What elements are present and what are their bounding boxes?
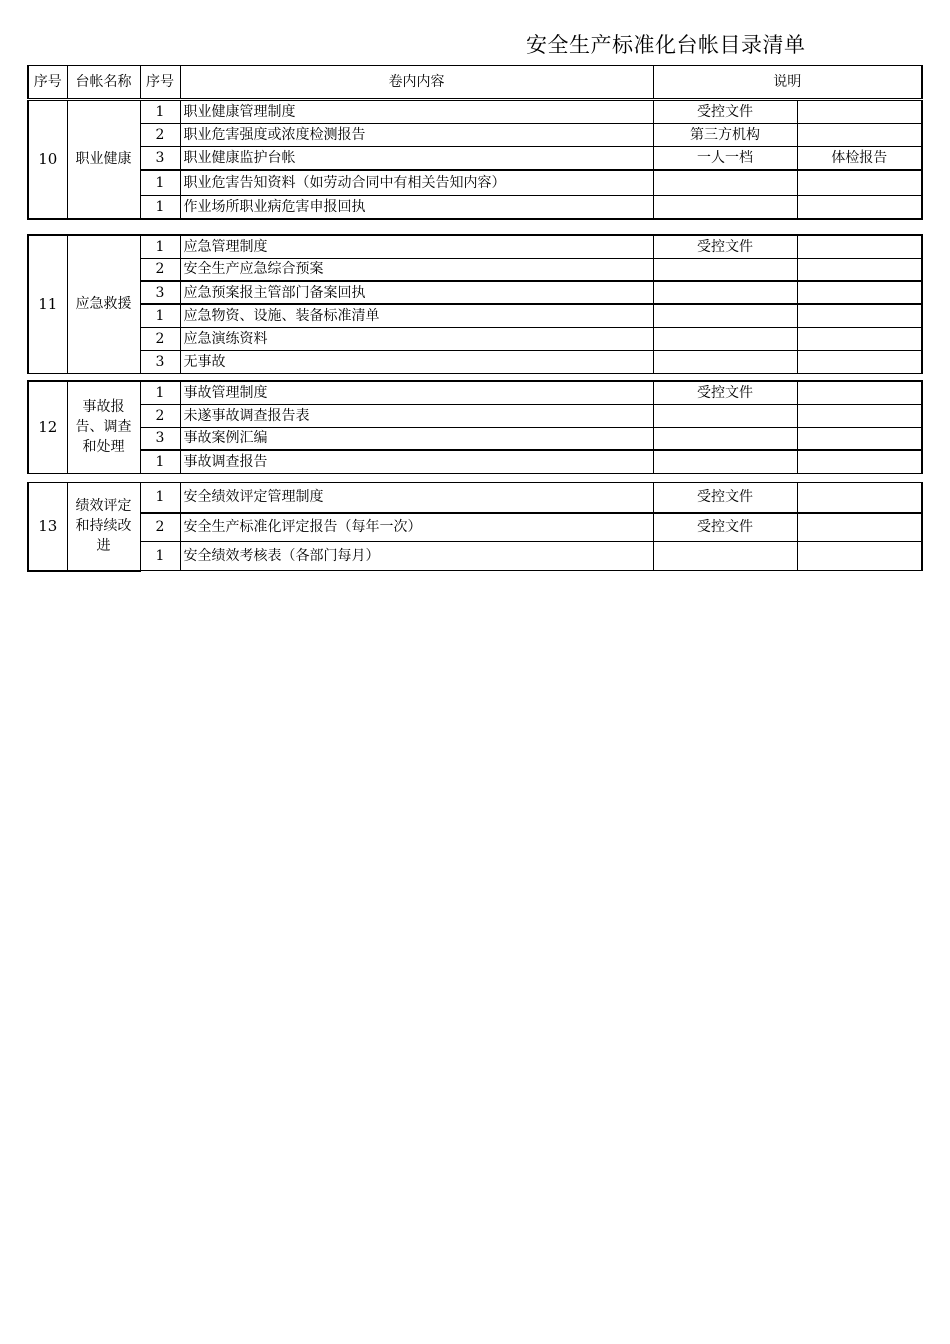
section-11-table xyxy=(27,234,923,374)
table-row xyxy=(28,327,922,350)
row-note: 一人一档 xyxy=(653,147,797,170)
section-seq: 12 xyxy=(28,381,67,473)
row-note-extra xyxy=(797,196,922,219)
section-12-table xyxy=(27,380,923,474)
row-note: 受控文件 xyxy=(653,101,797,124)
row-note-extra xyxy=(797,381,922,404)
row-seq: 2 xyxy=(140,124,180,147)
row-content: 职业危害强度或浓度检测报告 xyxy=(180,124,653,147)
row-seq: 1 xyxy=(140,542,180,571)
row-note-extra xyxy=(797,483,922,513)
row-note xyxy=(653,327,797,350)
row-content: 职业危害告知资料（如劳动合同中有相关告知内容） xyxy=(180,170,653,196)
table-row xyxy=(28,350,922,373)
row-content: 应急预案报主管部门备案回执 xyxy=(180,281,653,304)
section-name: 绩效评定和持续改进 xyxy=(67,483,140,571)
section-seq: 10 xyxy=(28,101,67,219)
row-note-extra xyxy=(797,327,922,350)
table-row xyxy=(28,281,922,304)
row-note-extra xyxy=(797,513,922,542)
row-note-extra xyxy=(797,124,922,147)
row-note xyxy=(653,281,797,304)
row-content: 未遂事故调查报告表 xyxy=(180,404,653,427)
row-note-extra xyxy=(797,427,922,450)
section-name: 事故报告、调查和处理 xyxy=(67,381,140,473)
row-content: 应急管理制度 xyxy=(180,235,653,258)
table-row xyxy=(28,170,922,196)
row-note-extra xyxy=(797,235,922,258)
section-name: 应急救援 xyxy=(67,235,140,373)
table-row xyxy=(28,124,922,147)
table-row xyxy=(28,258,922,281)
row-content: 应急物资、设施、装备标准清单 xyxy=(180,304,653,327)
table-row xyxy=(28,450,922,473)
table-row xyxy=(28,196,922,219)
row-note xyxy=(653,542,797,571)
table-row xyxy=(28,404,922,427)
row-seq: 2 xyxy=(140,327,180,350)
table-row xyxy=(28,381,922,404)
row-note: 受控文件 xyxy=(653,483,797,513)
row-content: 安全绩效评定管理制度 xyxy=(180,483,653,513)
row-seq: 1 xyxy=(140,170,180,196)
row-note: 受控文件 xyxy=(653,381,797,404)
row-content: 无事故 xyxy=(180,350,653,373)
section-seq: 13 xyxy=(28,483,67,571)
row-content: 职业健康管理制度 xyxy=(180,101,653,124)
table-row xyxy=(28,483,922,513)
row-note-extra xyxy=(797,542,922,571)
row-seq: 1 xyxy=(140,450,180,473)
header-sub-seq: 序号 xyxy=(140,66,180,99)
row-note: 第三方机构 xyxy=(653,124,797,147)
row-note-extra xyxy=(797,304,922,327)
table-row xyxy=(28,235,922,258)
row-note xyxy=(653,170,797,196)
section-name: 职业健康 xyxy=(67,101,140,219)
row-seq: 2 xyxy=(140,404,180,427)
table-row xyxy=(28,427,922,450)
section-seq: 11 xyxy=(28,235,67,373)
row-content: 事故案例汇编 xyxy=(180,427,653,450)
row-content: 安全生产应急综合预案 xyxy=(180,258,653,281)
row-note-extra xyxy=(797,404,922,427)
row-note: 受控文件 xyxy=(653,513,797,542)
table-row xyxy=(28,304,922,327)
header-table xyxy=(27,65,923,99)
section-10-table xyxy=(27,100,923,220)
row-seq: 3 xyxy=(140,350,180,373)
row-seq: 2 xyxy=(140,258,180,281)
header-note: 说明 xyxy=(653,66,922,99)
row-note-extra xyxy=(797,170,922,196)
row-content: 事故调查报告 xyxy=(180,450,653,473)
row-note-extra xyxy=(797,350,922,373)
header-seq: 序号 xyxy=(28,66,67,99)
row-note xyxy=(653,304,797,327)
row-note-extra: 体检报告 xyxy=(797,147,922,170)
row-note-extra xyxy=(797,281,922,304)
row-note xyxy=(653,196,797,219)
page-title: 安全生产标准化台帐目录清单 xyxy=(526,33,806,57)
row-note xyxy=(653,427,797,450)
row-seq: 1 xyxy=(140,196,180,219)
row-note xyxy=(653,350,797,373)
row-seq: 3 xyxy=(140,147,180,170)
table-row xyxy=(28,101,922,124)
row-seq: 1 xyxy=(140,304,180,327)
row-note-extra xyxy=(797,450,922,473)
header-content: 卷内内容 xyxy=(180,66,653,99)
header-row xyxy=(28,66,922,99)
section-13-table xyxy=(27,482,923,572)
row-seq: 1 xyxy=(140,381,180,404)
header-name: 台帐名称 xyxy=(67,66,140,99)
table-row xyxy=(28,147,922,170)
row-content: 应急演练资料 xyxy=(180,327,653,350)
row-note-extra xyxy=(797,101,922,124)
row-content: 安全生产标准化评定报告（每年一次） xyxy=(180,513,653,542)
row-note xyxy=(653,404,797,427)
row-seq: 1 xyxy=(140,483,180,513)
row-content: 职业健康监护台帐 xyxy=(180,147,653,170)
row-note xyxy=(653,450,797,473)
row-seq: 1 xyxy=(140,101,180,124)
row-content: 安全绩效考核表（各部门每月） xyxy=(180,542,653,571)
row-content: 事故管理制度 xyxy=(180,381,653,404)
table-row xyxy=(28,513,922,542)
row-seq: 3 xyxy=(140,427,180,450)
row-seq: 3 xyxy=(140,281,180,304)
table-row xyxy=(28,542,922,571)
row-content: 作业场所职业病危害申报回执 xyxy=(180,196,653,219)
row-note: 受控文件 xyxy=(653,235,797,258)
row-note xyxy=(653,258,797,281)
row-seq: 2 xyxy=(140,513,180,542)
row-seq: 1 xyxy=(140,235,180,258)
row-note-extra xyxy=(797,258,922,281)
